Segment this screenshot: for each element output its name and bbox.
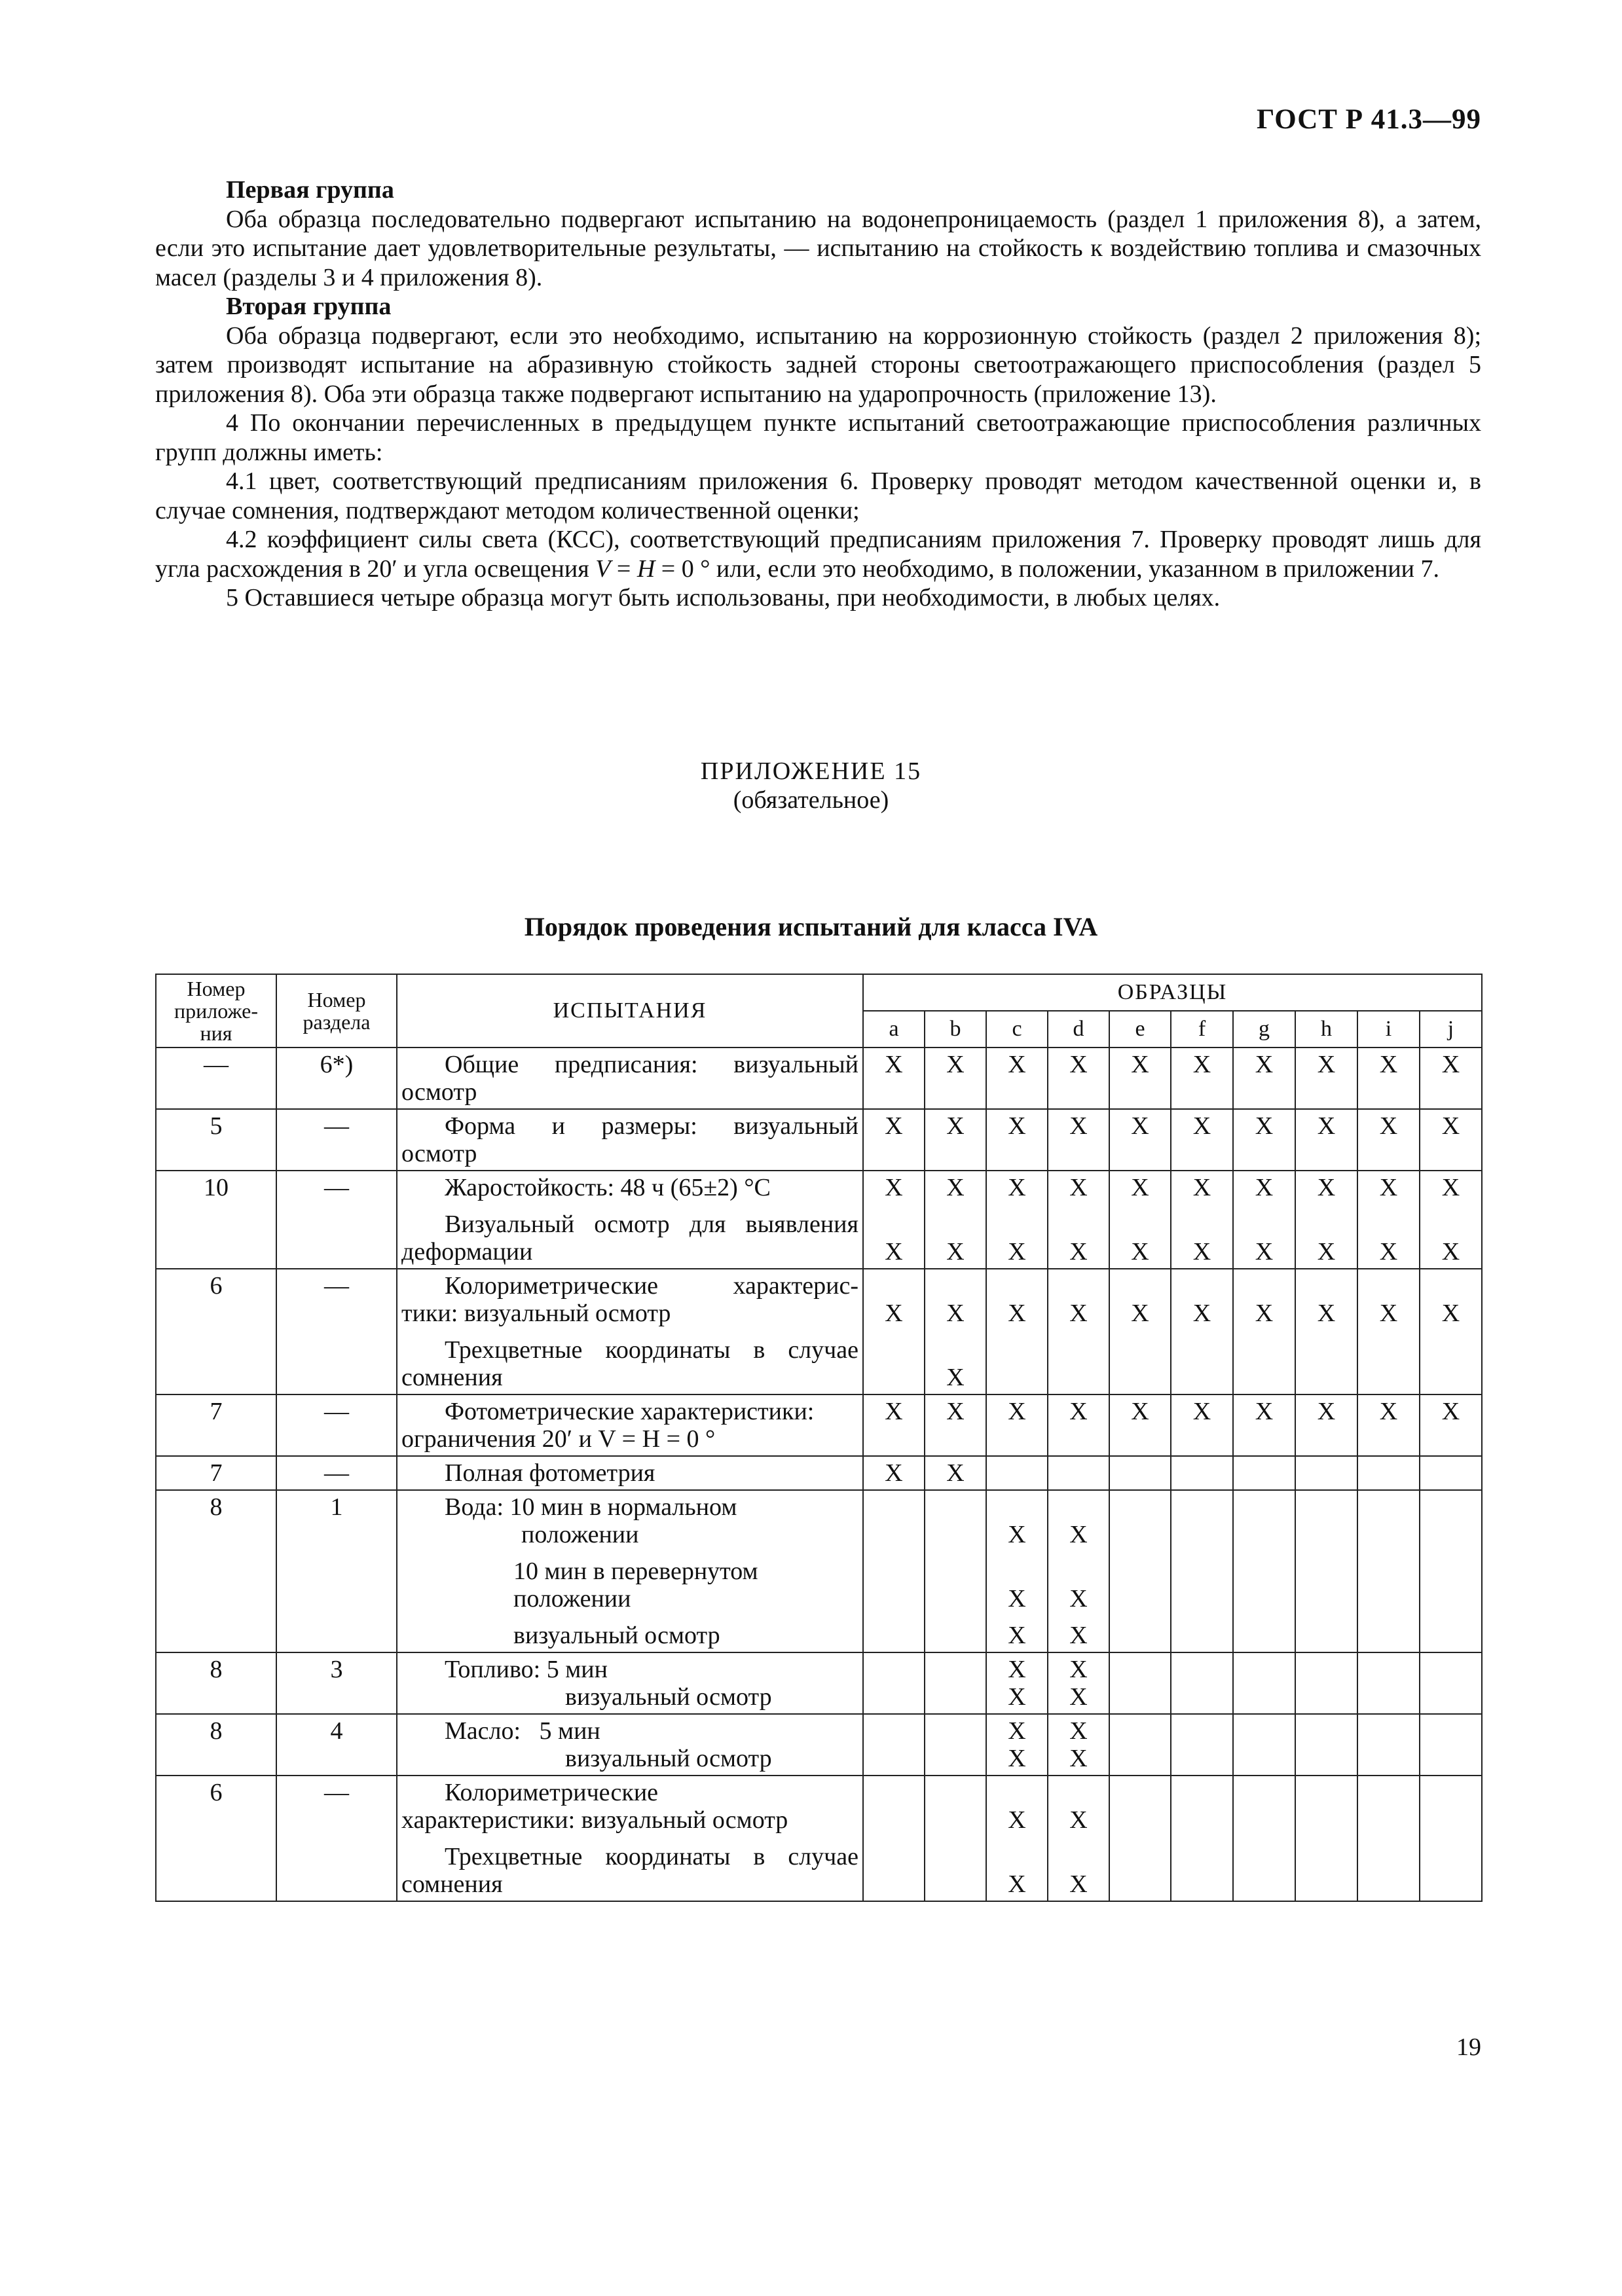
test-line: Трехцветные координаты в случае <box>445 1843 858 1870</box>
mark-cell <box>986 1776 1048 1901</box>
mark-cell <box>1171 1269 1233 1394</box>
cell-annex: 8 <box>156 1714 276 1776</box>
empty-cell <box>1233 1714 1295 1776</box>
test-line: Форма и размеры: визуальный <box>445 1112 858 1140</box>
mark-cell <box>1171 1171 1233 1269</box>
test-line: визуальный осмотр <box>513 1622 720 1649</box>
paragraph-4-2 <box>155 525 1481 583</box>
mark: X <box>1441 1174 1460 1201</box>
mark-cell: X <box>1357 1394 1420 1456</box>
header-samples: ОБРАЗЦЫ <box>863 974 1482 1011</box>
header-sample-j: j <box>1420 1011 1482 1048</box>
header-section-no: Номер раздела <box>276 974 397 1048</box>
empty-cell <box>1295 1776 1357 1901</box>
line-gap <box>991 1548 1043 1558</box>
mark: X <box>1317 1174 1336 1201</box>
cell-test <box>397 1109 863 1171</box>
mark: X <box>1069 1806 1088 1834</box>
paragraph-4-2-part-b: = 0 ° или, если это необходимо, в положении, указанном в приложении 7. <box>655 555 1440 583</box>
table-row <box>156 1652 1482 1714</box>
header-sample-d: d <box>1048 1011 1109 1048</box>
empty-cell <box>1171 1776 1233 1901</box>
mark-cell: X <box>925 1456 986 1490</box>
mark: X <box>1317 1300 1336 1327</box>
test-line: визуальный осмотр <box>565 1745 772 1772</box>
empty-cell <box>863 1490 925 1652</box>
body-text <box>155 175 1481 613</box>
empty-cell <box>863 1652 925 1714</box>
group2-paragraph: Оба образца подвергают, если это необходимо, испытанию на коррозионную стойкость (раздел 2 приложения 8); затем производят испытание на абразивную стойкость задней стороны светоотражающего приспособления (раздел 5 приложения 8). Оба эти образца также подвергают испытанию на ударопрочность (приложение 13). <box>155 321 1481 408</box>
group1-heading: Первая группа <box>226 176 394 204</box>
empty-cell <box>1357 1714 1420 1776</box>
test-line: осмотр <box>401 1078 477 1106</box>
mark-cell: X <box>1048 1048 1109 1109</box>
empty-cell <box>1233 1456 1295 1490</box>
section-value: 6*) <box>320 1051 354 1078</box>
paragraph-4-2-part-a: 4.2 коэффициент силы света (КСС), соответствующий предписаниям приложения 7. Проверку проводят лишь для угла расхождения в 20′ и угла освещения <box>155 526 1481 583</box>
table-row <box>156 1048 1482 1109</box>
mark-cell: X <box>925 1109 986 1171</box>
equals-sign: = <box>610 555 637 583</box>
line-gap <box>929 1327 982 1336</box>
line-gap <box>991 1834 1043 1843</box>
mark-cell <box>925 1171 986 1269</box>
mark: X <box>1379 1238 1398 1266</box>
cell-test <box>397 1171 863 1269</box>
cell-annex: 8 <box>156 1490 276 1652</box>
mark: X <box>1379 1174 1398 1201</box>
test-line: осмотр <box>401 1140 477 1167</box>
header-sample-a: a <box>863 1011 925 1048</box>
test-line: 10 мин в перевернутом <box>513 1558 758 1585</box>
cell-test <box>397 1490 863 1652</box>
empty-cell <box>1420 1776 1482 1901</box>
cell-section: — <box>276 1456 397 1490</box>
test-line: характеристики: визуальный осмотр <box>401 1806 788 1834</box>
symbol-v: V <box>598 1425 616 1453</box>
empty-cell <box>1295 1490 1357 1652</box>
mark: X <box>1441 1300 1460 1327</box>
line-gap <box>401 1327 858 1336</box>
empty-cell <box>1109 1776 1171 1901</box>
mark-cell: X <box>863 1394 925 1456</box>
mark-cell: X <box>1420 1394 1482 1456</box>
mark: X <box>1008 1683 1026 1711</box>
mark-cell <box>1048 1652 1109 1714</box>
mark: X <box>1008 1521 1026 1548</box>
line-gap <box>1362 1201 1415 1211</box>
cell-annex: — <box>156 1048 276 1109</box>
mark: X <box>885 1174 903 1201</box>
mark: X <box>1008 1238 1026 1266</box>
line-gap <box>1238 1201 1291 1211</box>
mark-cell <box>863 1171 925 1269</box>
mark-cell <box>1048 1776 1109 1901</box>
mark-cell: X <box>1171 1109 1233 1171</box>
test-line: Полная фотометрия <box>445 1459 655 1487</box>
mark: X <box>1008 1806 1026 1834</box>
empty-cell <box>1048 1456 1109 1490</box>
mark: X <box>1008 1300 1026 1327</box>
mark: X <box>946 1364 965 1391</box>
test-line: ограничения 20′ и V = H = 0 ° <box>401 1425 716 1453</box>
test-line: деформации <box>401 1238 533 1266</box>
line-gap <box>1052 1613 1105 1622</box>
cell-section: — <box>276 1171 397 1269</box>
empty-cell <box>1233 1652 1295 1714</box>
mark: X <box>885 1300 903 1327</box>
line-gap <box>401 1201 858 1211</box>
mark: X <box>1255 1300 1274 1327</box>
page-number: 19 <box>1456 2033 1481 2061</box>
cell-annex: 8 <box>156 1652 276 1714</box>
paragraph-4: 4 По окончании перечисленных в предыдущем пункте испытаний светоотражающие приспособления различных групп должны иметь: <box>155 409 1481 466</box>
mark: X <box>946 1300 965 1327</box>
symbol-v: V <box>595 555 611 583</box>
test-line: Колориметрические <box>445 1779 659 1806</box>
mark: X <box>946 1174 965 1201</box>
mark-cell <box>1109 1171 1171 1269</box>
cell-test <box>397 1394 863 1456</box>
mark-cell <box>986 1714 1048 1776</box>
mark: X <box>1008 1745 1026 1772</box>
empty-cell <box>1357 1652 1420 1714</box>
empty-cell <box>925 1652 986 1714</box>
cell-section: — <box>276 1109 397 1171</box>
mark: X <box>1069 1521 1088 1548</box>
mark-cell: X <box>1109 1109 1171 1171</box>
test-line: Масло: 5 мин <box>445 1717 600 1745</box>
empty-cell <box>986 1456 1048 1490</box>
cell-test <box>397 1652 863 1714</box>
tests-table <box>155 974 1483 1902</box>
empty-cell <box>1420 1456 1482 1490</box>
test-line: Фотометрические характеристики: <box>445 1398 815 1425</box>
annex-subtitle: (обязательное) <box>733 786 889 814</box>
mark: X <box>1441 1238 1460 1266</box>
line-gap <box>1175 1201 1228 1211</box>
cell-test <box>397 1714 863 1776</box>
cell-annex: 6 <box>156 1776 276 1901</box>
mark: X <box>1008 1622 1026 1649</box>
cell-test <box>397 1776 863 1901</box>
mark-cell <box>1048 1171 1109 1269</box>
empty-cell <box>1109 1456 1171 1490</box>
header-sample-g: g <box>1233 1011 1295 1048</box>
mark: X <box>1317 1238 1336 1266</box>
group2-heading: Вторая группа <box>226 293 392 320</box>
mark-cell <box>986 1652 1048 1714</box>
table-row <box>156 1171 1482 1269</box>
header-sample-c: c <box>986 1011 1048 1048</box>
line-gap <box>1114 1201 1166 1211</box>
line-gap <box>991 1613 1043 1622</box>
cell-section: 4 <box>276 1714 397 1776</box>
table-row <box>156 1269 1482 1394</box>
mark-cell: X <box>925 1048 986 1109</box>
mark: X <box>1192 1238 1211 1266</box>
mark-cell <box>986 1171 1048 1269</box>
mark-cell: X <box>1171 1394 1233 1456</box>
mark: X <box>1008 1585 1026 1613</box>
cell-annex: 6 <box>156 1269 276 1394</box>
table-title: Порядок проведения испытаний для класса IVA <box>524 912 1098 941</box>
mark: X <box>1131 1300 1149 1327</box>
mark-cell <box>1295 1269 1357 1394</box>
mark-cell: X <box>1048 1109 1109 1171</box>
empty-cell <box>1171 1652 1233 1714</box>
cell-section: — <box>276 1269 397 1394</box>
header-row-1 <box>156 974 1482 1011</box>
mark-cell: X <box>863 1109 925 1171</box>
mark-cell: X <box>1048 1394 1109 1456</box>
empty-cell <box>863 1776 925 1901</box>
cell-annex: 5 <box>156 1109 276 1171</box>
test-line: Общие предписания: визуальный <box>445 1051 858 1078</box>
mark-cell: X <box>986 1048 1048 1109</box>
cell-section: 1 <box>276 1490 397 1652</box>
test-line: Вода: 10 мин в нормальном <box>445 1493 737 1521</box>
mark-cell <box>1295 1171 1357 1269</box>
test-line: Топливо: 5 мин <box>445 1656 608 1683</box>
mark-cell: X <box>1357 1048 1420 1109</box>
cell-section: 3 <box>276 1652 397 1714</box>
test-line: тики: визуальный осмотр <box>401 1300 671 1327</box>
test-line: положении <box>513 1585 631 1613</box>
test-line: сомнения <box>401 1870 503 1898</box>
test-line: визуальный осмотр <box>565 1683 772 1711</box>
line-gap <box>1052 1834 1105 1843</box>
test-line: Трехцветные координаты в случае <box>445 1336 858 1364</box>
mark-cell: X <box>863 1456 925 1490</box>
mark: X <box>1192 1300 1211 1327</box>
header-sample-b: b <box>925 1011 986 1048</box>
mark-cell: X <box>1233 1109 1295 1171</box>
cell-annex: 10 <box>156 1171 276 1269</box>
cell-test <box>397 1048 863 1109</box>
mark-cell <box>986 1269 1048 1394</box>
line-gap <box>401 1834 858 1843</box>
table-row <box>156 1394 1482 1456</box>
mark-cell <box>1420 1269 1482 1394</box>
header-sample-e: e <box>1109 1011 1171 1048</box>
mark: X <box>1008 1717 1026 1745</box>
empty-cell <box>1233 1776 1295 1901</box>
mark-cell: X <box>1420 1048 1482 1109</box>
test-text: = 0 ° <box>660 1425 716 1453</box>
empty-cell <box>1233 1490 1295 1652</box>
mark-cell <box>1048 1490 1109 1652</box>
cell-section <box>276 1048 397 1109</box>
empty-cell <box>1295 1456 1357 1490</box>
cell-section: — <box>276 1776 397 1901</box>
mark: X <box>1069 1174 1088 1201</box>
mark: X <box>1379 1300 1398 1327</box>
mark: X <box>1008 1656 1026 1683</box>
mark: X <box>1131 1174 1149 1201</box>
mark-cell <box>1233 1171 1295 1269</box>
mark: X <box>885 1238 903 1266</box>
mark-cell <box>925 1269 986 1394</box>
line-gap <box>929 1201 982 1211</box>
header-tests: ИСПЫТАНИЯ <box>397 974 863 1048</box>
mark-cell: X <box>863 1048 925 1109</box>
annex-title: ПРИЛОЖЕНИЕ 15 <box>700 757 922 785</box>
empty-cell <box>1171 1714 1233 1776</box>
mark-cell <box>1048 1714 1109 1776</box>
cell-test <box>397 1269 863 1394</box>
mark-cell <box>1233 1269 1295 1394</box>
symbol-h: H <box>642 1425 661 1453</box>
empty-cell <box>1171 1456 1233 1490</box>
mark-cell: X <box>1295 1109 1357 1171</box>
line-gap <box>1424 1201 1477 1211</box>
mark: X <box>1131 1238 1149 1266</box>
table-row <box>156 1714 1482 1776</box>
empty-cell <box>925 1714 986 1776</box>
empty-cell <box>1171 1490 1233 1652</box>
line-gap <box>1300 1201 1353 1211</box>
mark: X <box>1069 1622 1088 1649</box>
document-standard-number: ГОСТ Р 41.3—99 <box>1256 104 1481 135</box>
empty-cell <box>863 1714 925 1776</box>
empty-cell <box>1420 1652 1482 1714</box>
test-line: положении <box>521 1521 639 1548</box>
header-sample-f: f <box>1171 1011 1233 1048</box>
mark: X <box>1069 1238 1088 1266</box>
line-gap <box>1052 1548 1105 1558</box>
mark-cell <box>986 1490 1048 1652</box>
empty-cell <box>1357 1776 1420 1901</box>
mark: X <box>1255 1238 1274 1266</box>
table-row <box>156 1776 1482 1901</box>
test-line: Колориметрические характерис- <box>445 1272 858 1300</box>
mark-cell <box>1420 1171 1482 1269</box>
group1-paragraph: Оба образца последовательно подвергают испытанию на водонепроницаемость (раздел 1 приложения 8), а затем, если это испытание дает удовлетворительные результаты, — испытанию на стойкость к воздействию топлива и смазочных масел (разделы 3 и 4 приложения 8). <box>155 205 1481 291</box>
mark-cell: X <box>1357 1109 1420 1171</box>
paragraph-5: 5 Оставшиеся четыре образца могут быть использованы, при необходимости, в любых целях. <box>226 584 1221 611</box>
mark-cell: X <box>925 1394 986 1456</box>
empty-cell <box>1357 1456 1420 1490</box>
cell-annex: 7 <box>156 1456 276 1490</box>
mark-cell: X <box>1420 1109 1482 1171</box>
mark: X <box>1255 1174 1274 1201</box>
header-annex-no: Номер приложе-ния <box>156 974 276 1048</box>
mark-cell: X <box>1171 1048 1233 1109</box>
empty-cell <box>1420 1490 1482 1652</box>
mark-cell <box>1357 1171 1420 1269</box>
cell-test <box>397 1456 863 1490</box>
symbol-h: H <box>636 555 655 583</box>
mark: X <box>1008 1174 1026 1201</box>
mark: X <box>946 1238 965 1266</box>
empty-cell <box>1295 1652 1357 1714</box>
mark-cell: X <box>986 1109 1048 1171</box>
mark-cell: X <box>1109 1394 1171 1456</box>
empty-cell <box>1420 1714 1482 1776</box>
test-line: сомнения <box>401 1364 503 1391</box>
line-gap <box>1052 1201 1105 1211</box>
table-row <box>156 1109 1482 1171</box>
paragraph-4-1: 4.1 цвет, соответствующий предписаниям приложения 6. Проверку проводят методом качественной оценки и, в случае сомнения, подтверждают методом количественной оценки; <box>155 467 1481 524</box>
mark: X <box>1069 1717 1088 1745</box>
table-row <box>156 1456 1482 1490</box>
mark-cell: X <box>1109 1048 1171 1109</box>
mark-cell: X <box>1233 1394 1295 1456</box>
empty-cell <box>1357 1490 1420 1652</box>
mark-cell <box>1357 1269 1420 1394</box>
mark-cell <box>863 1269 925 1394</box>
header-sample-h: h <box>1295 1011 1357 1048</box>
line-gap <box>991 1201 1043 1211</box>
mark: X <box>1008 1870 1026 1898</box>
line-gap <box>401 1613 858 1622</box>
cell-section: — <box>276 1394 397 1456</box>
empty-cell <box>925 1776 986 1901</box>
test-text: ограничения 20′ и <box>401 1425 592 1453</box>
header-sample-i: i <box>1357 1011 1420 1048</box>
mark: X <box>1069 1745 1088 1772</box>
empty-cell <box>1295 1714 1357 1776</box>
mark-cell <box>1048 1269 1109 1394</box>
mark-cell: X <box>986 1394 1048 1456</box>
test-line: Жаростойкость: 48 ч (65±2) °С <box>445 1174 771 1201</box>
test-line: Визуальный осмотр для выявления <box>445 1211 858 1238</box>
empty-cell <box>1109 1714 1171 1776</box>
table-row <box>156 1490 1482 1652</box>
empty-cell <box>1109 1490 1171 1652</box>
mark: X <box>1069 1683 1088 1711</box>
empty-cell <box>1109 1652 1171 1714</box>
cell-annex: 7 <box>156 1394 276 1456</box>
mark: X <box>1069 1656 1088 1683</box>
mark: X <box>1192 1174 1211 1201</box>
line-gap <box>868 1201 920 1211</box>
mark-cell <box>1109 1269 1171 1394</box>
empty-cell <box>925 1490 986 1652</box>
mark-cell: X <box>1233 1048 1295 1109</box>
mark-cell: X <box>1295 1394 1357 1456</box>
mark: X <box>1069 1585 1088 1613</box>
mark: X <box>1069 1870 1088 1898</box>
line-gap <box>401 1548 858 1558</box>
mark: X <box>1069 1300 1088 1327</box>
mark-cell: X <box>1295 1048 1357 1109</box>
